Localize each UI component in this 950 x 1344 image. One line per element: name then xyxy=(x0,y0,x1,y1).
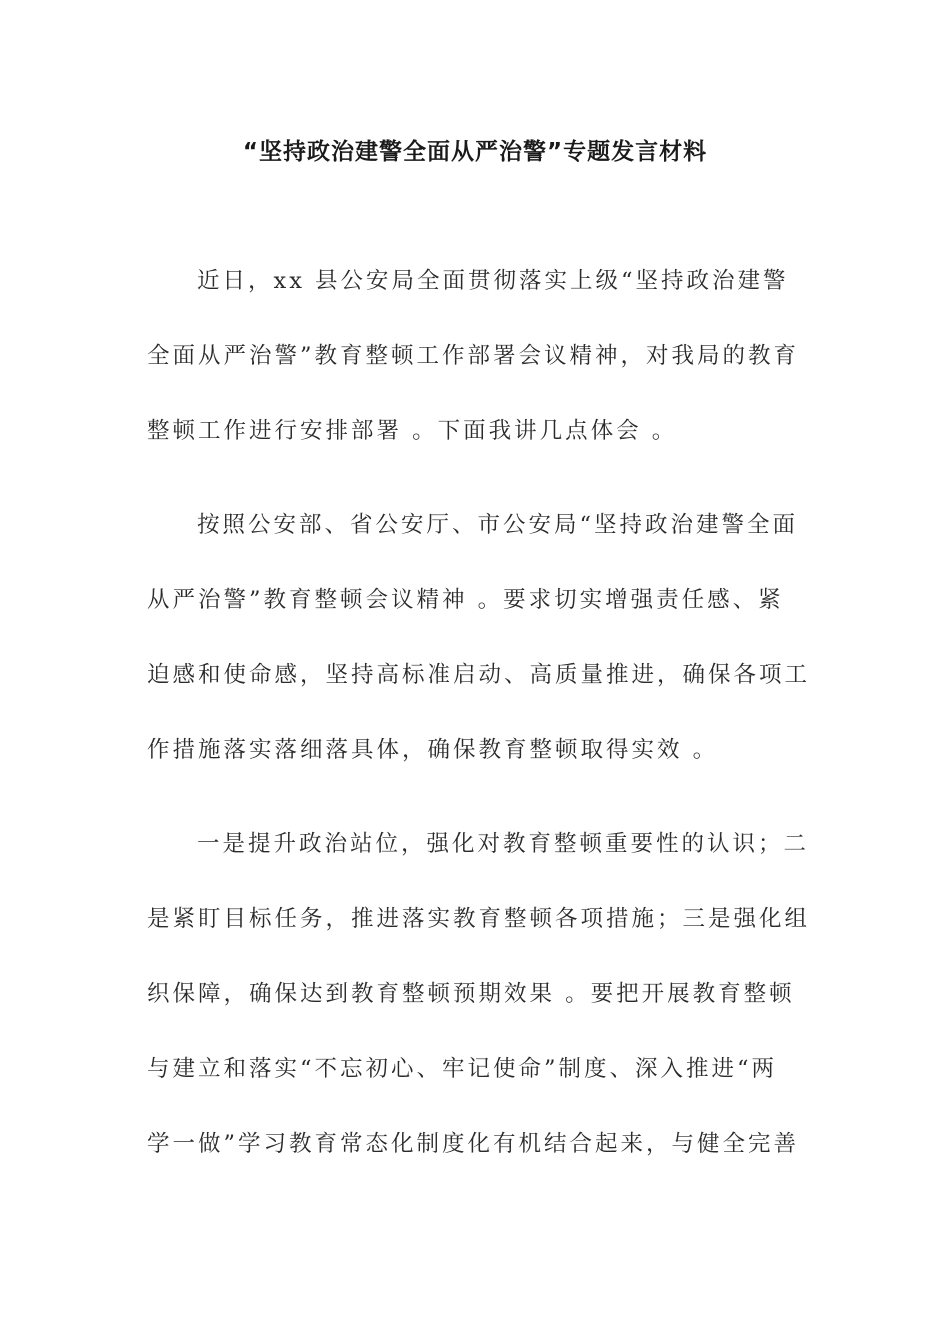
document-title: “坚持政治建警全面从严治警”专题发言材料 xyxy=(242,139,708,165)
paragraph-1-line-1: 近日，xx 县公安局全面贯彻落实上级“坚持政治建警 xyxy=(197,268,789,294)
paragraph-2-line-4: 作措施落实落细落具体，确保教育整顿取得实效 。 xyxy=(147,737,719,763)
paragraph-3-line-3: 织保障，确保达到教育整顿预期效果 。要把开展教育整顿 xyxy=(147,981,795,1007)
paragraph-2-line-1: 按照公安部、省公安厅、市公安局“坚持政治建警全面 xyxy=(197,512,799,538)
paragraph-3-line-1: 一是提升政治站位，强化对教育整顿重要性的认识；二 xyxy=(197,831,810,857)
paragraph-2-line-2: 从严治警”教育整顿会议精神 。要求切实增强责任感、紧 xyxy=(147,587,784,613)
paragraph-3-line-2: 是紧盯目标任务，推进落实教育整顿各项措施；三是强化组 xyxy=(147,906,811,932)
paragraph-3-line-4: 与建立和落实“不忘初心、牢记使命”制度、深入推进“两 xyxy=(147,1056,778,1082)
paragraph-1-line-2: 全面从严治警”教育整顿工作部署会议精神，对我局的教育 xyxy=(147,343,800,369)
paragraph-3-line-5: 学一做”学习教育常态化制度化有机结合起来，与健全完善 xyxy=(147,1131,800,1157)
paragraph-2-line-3: 迫感和使命感，坚持高标准启动、高质量推进，确保各项工 xyxy=(147,662,811,688)
paragraph-1-line-3: 整顿工作进行安排部署 。下面我讲几点体会 。 xyxy=(147,418,678,444)
